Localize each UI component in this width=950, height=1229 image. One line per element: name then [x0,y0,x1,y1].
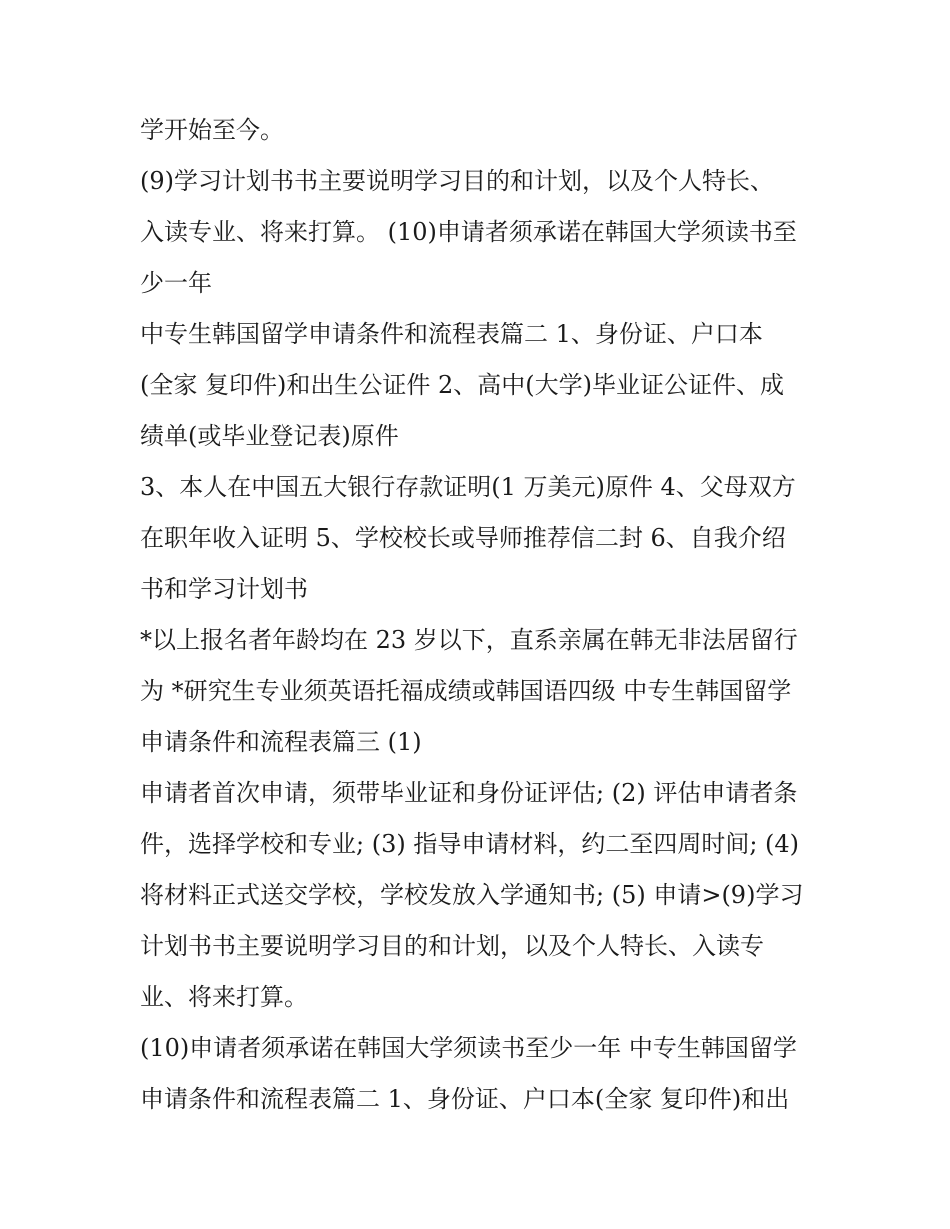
text-line: 将材料正式送交学校，学校发放入学通知书; (5) 申请>(9)学习 [140,881,804,909]
text-line: 业、将来打算。 [140,983,308,1011]
text-line: 计划书书主要说明学习目的和计划，以及个人特长、入读专 [140,932,764,960]
text-line: 申请条件和流程表篇三 (1) [140,728,422,756]
text-line: 书和学习计划书 [140,575,308,603]
text-line: 为 *研究生专业须英语托福成绩或韩国语四级 中专生韩国留学 [140,677,792,705]
text-line: (9)学习计划书书主要说明学习目的和计划，以及个人特长、 [140,167,774,195]
text-line: 少一年 [140,269,212,297]
text-line: 绩单(或毕业登记表)原件 [140,422,399,450]
text-line: *以上报名者年龄均在 23 岁以下，直系亲属在韩无非法居留行 [140,626,798,654]
text-line: 申请者首次申请，须带毕业证和身份证评估; (2) 评估申请者条 [140,779,798,807]
text-line: (全家 复印件)和出生公证件 2、高中(大学)毕业证公证件、成 [140,371,784,399]
text-line: 中专生韩国留学申请条件和流程表篇二 1、身份证、户口本 [140,320,763,348]
text-line: 入读专业、将来打算。 (10)申请者须承诺在韩国大学须读书至 [140,218,797,246]
text-line: (10)申请者须承诺在韩国大学须读书至少一年 中专生韩国留学 [140,1034,797,1062]
text-line: 3、本人在中国五大银行存款证明(1 万美元)原件 4、父母双方 [140,473,796,501]
document-body [140,105,830,1125]
text-line: 在职年收入证明 5、学校校长或导师推荐信二封 6、自我介绍 [140,524,786,552]
text-line: 申请条件和流程表篇二 1、身份证、户口本(全家 复印件)和出 [140,1085,790,1113]
text-line: 件，选择学校和专业; (3) 指导申请材料，约二至四周时间; (4) [140,830,800,858]
text-line: 学开始至今。 [140,116,284,144]
